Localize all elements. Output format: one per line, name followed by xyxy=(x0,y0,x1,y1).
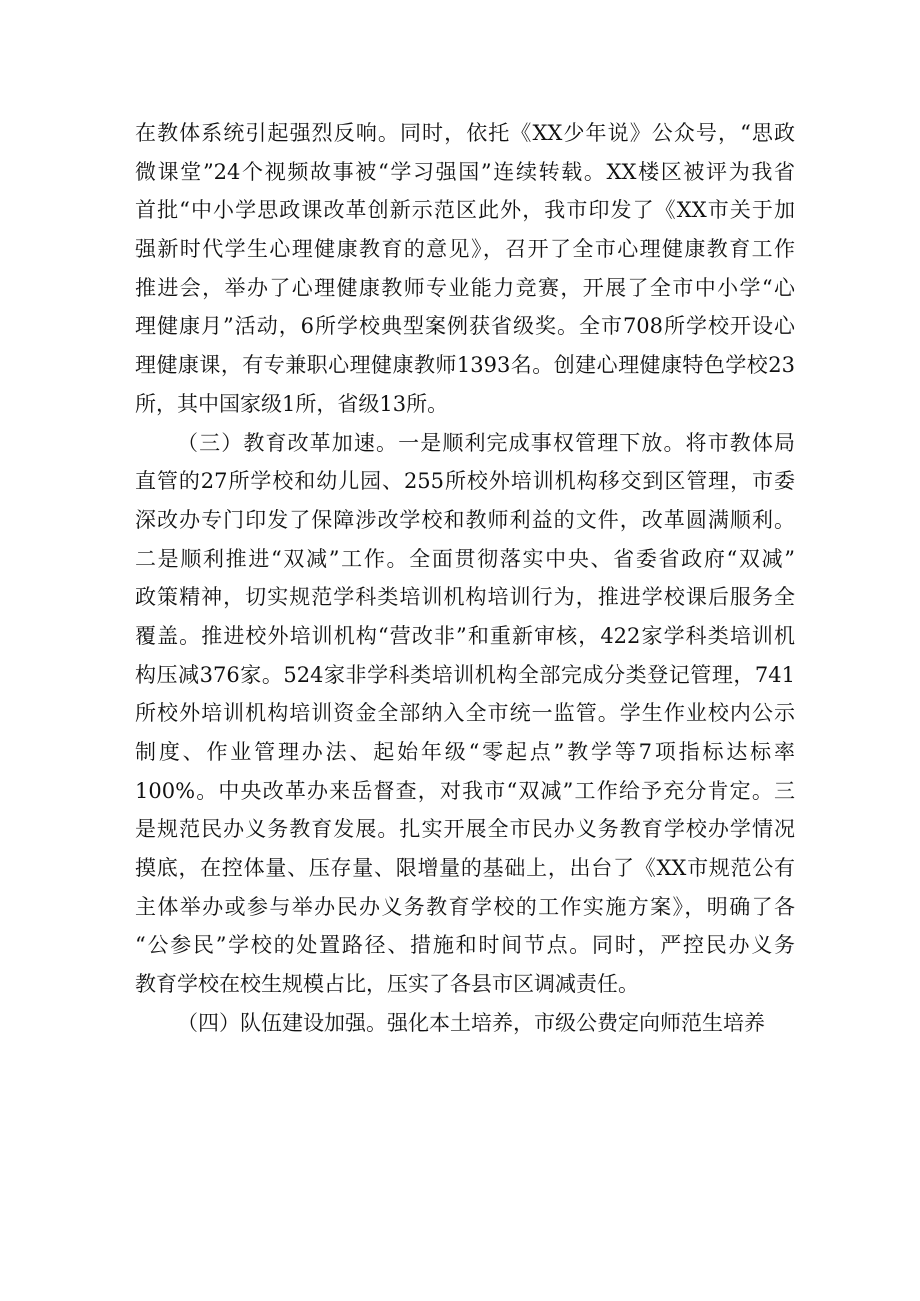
text-line: 所，其中国家级1所，省级13所。 xyxy=(135,391,449,416)
text-line: 微课堂”24个视频故事被“学习强国”连续转载。XX楼区被评为我省 xyxy=(135,159,795,184)
text-line: 强新时代学生心理健康教育的意见》，召开了全市心理健康教育工作 xyxy=(135,237,795,262)
text-line: 政策精神，切实规范学科类培训机构培训行为，推进学校课后服务全 xyxy=(135,585,795,610)
paragraph-p3 xyxy=(135,1004,795,1043)
text-line: 推进会，举办了心理健康教师专业能力竞赛，开展了全市中小学“心 xyxy=(135,275,795,300)
text-line: 构压减376家。524家非学科类培训机构全部完成分类登记管理，741 xyxy=(135,662,795,687)
text-line: 深改办专门印发了保障涉改学校和教师利益的文件，改革圆满顺利。 xyxy=(135,507,795,532)
text-line: 所校外培训机构培训资金全部纳入全市统一监管。学生作业校内公示 xyxy=(135,701,795,726)
text-line: 是规范民办义务教育发展。扎实开展全市民办义务教育学校办学情况 xyxy=(135,817,795,842)
paragraph-p2 xyxy=(135,424,795,1004)
text-line: 100%。中央改革办来岳督查，对我市“双减”工作给予充分肯定。三 xyxy=(135,778,795,803)
text-line: 制度、作业管理办法、起始年级“零起点”教学等7项指标达标率 xyxy=(135,740,795,764)
text-line: 直管的27所学校和幼儿园、255所校外培训机构移交到区管理，市委 xyxy=(135,469,795,494)
text-line: 二是顺利推进“双减”工作。全面贯彻落实中央、省委省政府“双减” xyxy=(135,546,795,571)
text-line: 覆盖。推进校外培训机构“营改非”和重新审核，422家学科类培训机 xyxy=(135,623,795,648)
text-line: 在教体系统引起强烈反响。同时，依托《XX少年说》公众号，“思政 xyxy=(135,121,795,145)
text-line: 教育学校在校生规模占比，压实了各县市区调减责任。 xyxy=(135,972,639,997)
text-line: 首批“中小学思政课改革创新示范区此外，我市印发了《XX市关于加 xyxy=(135,198,795,223)
text-line: “公参民”学校的处置路径、措施和时间节点。同时，严控民办义务 xyxy=(135,933,795,958)
text-line: 理健康课，有专兼职心理健康教师1393名。创建心理健康特色学校23 xyxy=(135,353,795,378)
text-line: （三）教育改革加速。一是顺利完成事权管理下放。将市教体局 xyxy=(177,430,795,455)
text-line: 理健康月”活动，6所学校典型案例获省级奖。全市708所学校开设心 xyxy=(135,314,795,339)
text-line: 摸底，在控体量、压存量、限增量的基础上，出台了《XX市规范公有 xyxy=(135,856,795,881)
body-text xyxy=(135,114,795,1043)
paragraph-p1 xyxy=(135,114,795,424)
text-line: 主体举办或参与举办民办义务教育学校的工作实施方案》，明确了各 xyxy=(135,894,795,919)
text-line: （四）队伍建设加强。强化本土培养，市级公费定向师范生培养 xyxy=(177,1010,765,1035)
